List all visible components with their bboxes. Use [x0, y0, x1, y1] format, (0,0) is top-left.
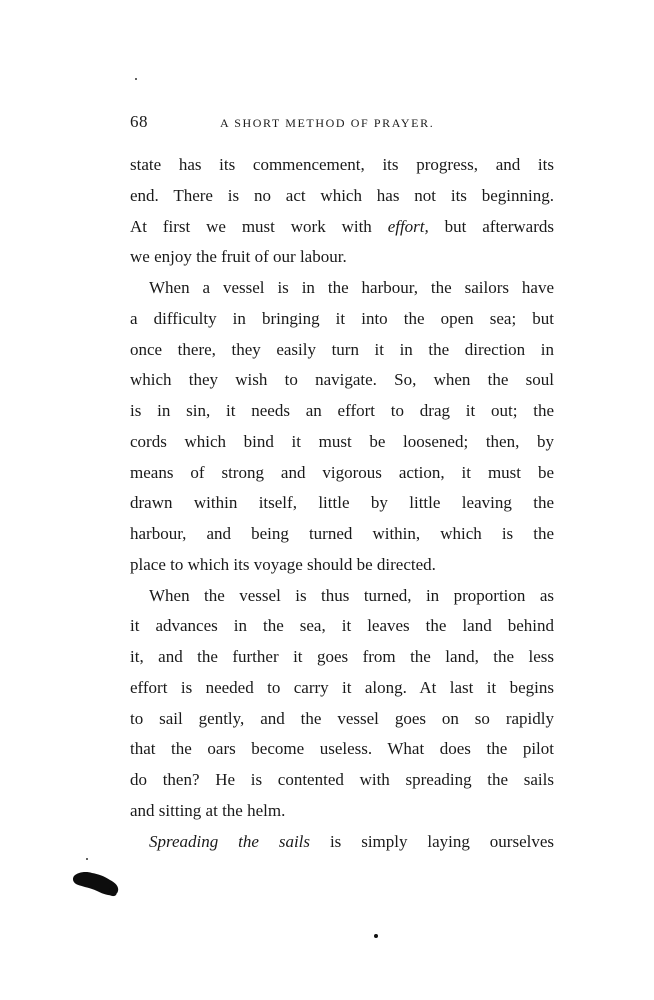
text-line: once there, they easily turn it in the direction in	[130, 339, 554, 359]
text-line: is in sin, it needs an effort to drag it out; the	[130, 401, 554, 420]
text-line: end. There is no act which has not its beginning.	[130, 185, 554, 205]
text-line: means of strong and vigorous action, it must be	[130, 462, 554, 482]
speck-mark	[135, 78, 137, 80]
text-segment: but afterwards	[444, 216, 554, 236]
text-line: state has its commencement, its progress, and its	[130, 155, 554, 174]
paragraph-first-line	[130, 827, 554, 858]
page-header	[130, 112, 554, 138]
text-line: harbour, and being turned within, which is the	[130, 524, 554, 543]
text-line: which they wish to navigate. So, when the soul	[130, 370, 554, 390]
text-line: effort is needed to carry it along. At last it begins	[130, 677, 554, 697]
speck-mark	[86, 858, 88, 860]
page-number: 68	[130, 112, 148, 131]
text-line: it, and the further it goes from the land, the less	[130, 647, 554, 666]
running-head: A SHORT METHOD OF PRAYER.	[220, 116, 435, 130]
text-line: place to which its voyage should be directed.	[130, 554, 436, 574]
text-line: it advances in the sea, it leaves the land behind	[130, 616, 554, 636]
text-segment: At first we must work with	[130, 216, 372, 236]
paragraph-first-line: When the vessel is thus turned, in proportion as	[149, 585, 554, 605]
text-line	[130, 212, 554, 243]
speck-mark	[374, 934, 378, 938]
text-line: a difficulty in bringing it into the open sea; but	[130, 308, 554, 328]
text-line: cords which bind it must be loosened; then, by	[130, 431, 554, 451]
text-segment: is simply laying ourselves	[329, 831, 554, 851]
text-line: we enjoy the fruit of our labour.	[130, 247, 347, 267]
italic-word: effort,	[387, 216, 429, 236]
ink-blot-mark	[72, 868, 120, 898]
text-line: to sail gently, and the vessel goes on so rapidly	[130, 708, 554, 728]
text-line: drawn within itself, little by little leaving the	[130, 493, 554, 513]
body-text	[130, 150, 554, 857]
italic-phrase: Spreading the sails	[149, 831, 311, 851]
text-line: do then? He is contented with spreading the sails	[130, 770, 554, 789]
paragraph-first-line: When a vessel is in the harbour, the sailors have	[149, 278, 554, 297]
text-line: and sitting at the helm.	[130, 800, 286, 820]
text-line: that the oars become useless. What does the pilot	[130, 739, 554, 759]
